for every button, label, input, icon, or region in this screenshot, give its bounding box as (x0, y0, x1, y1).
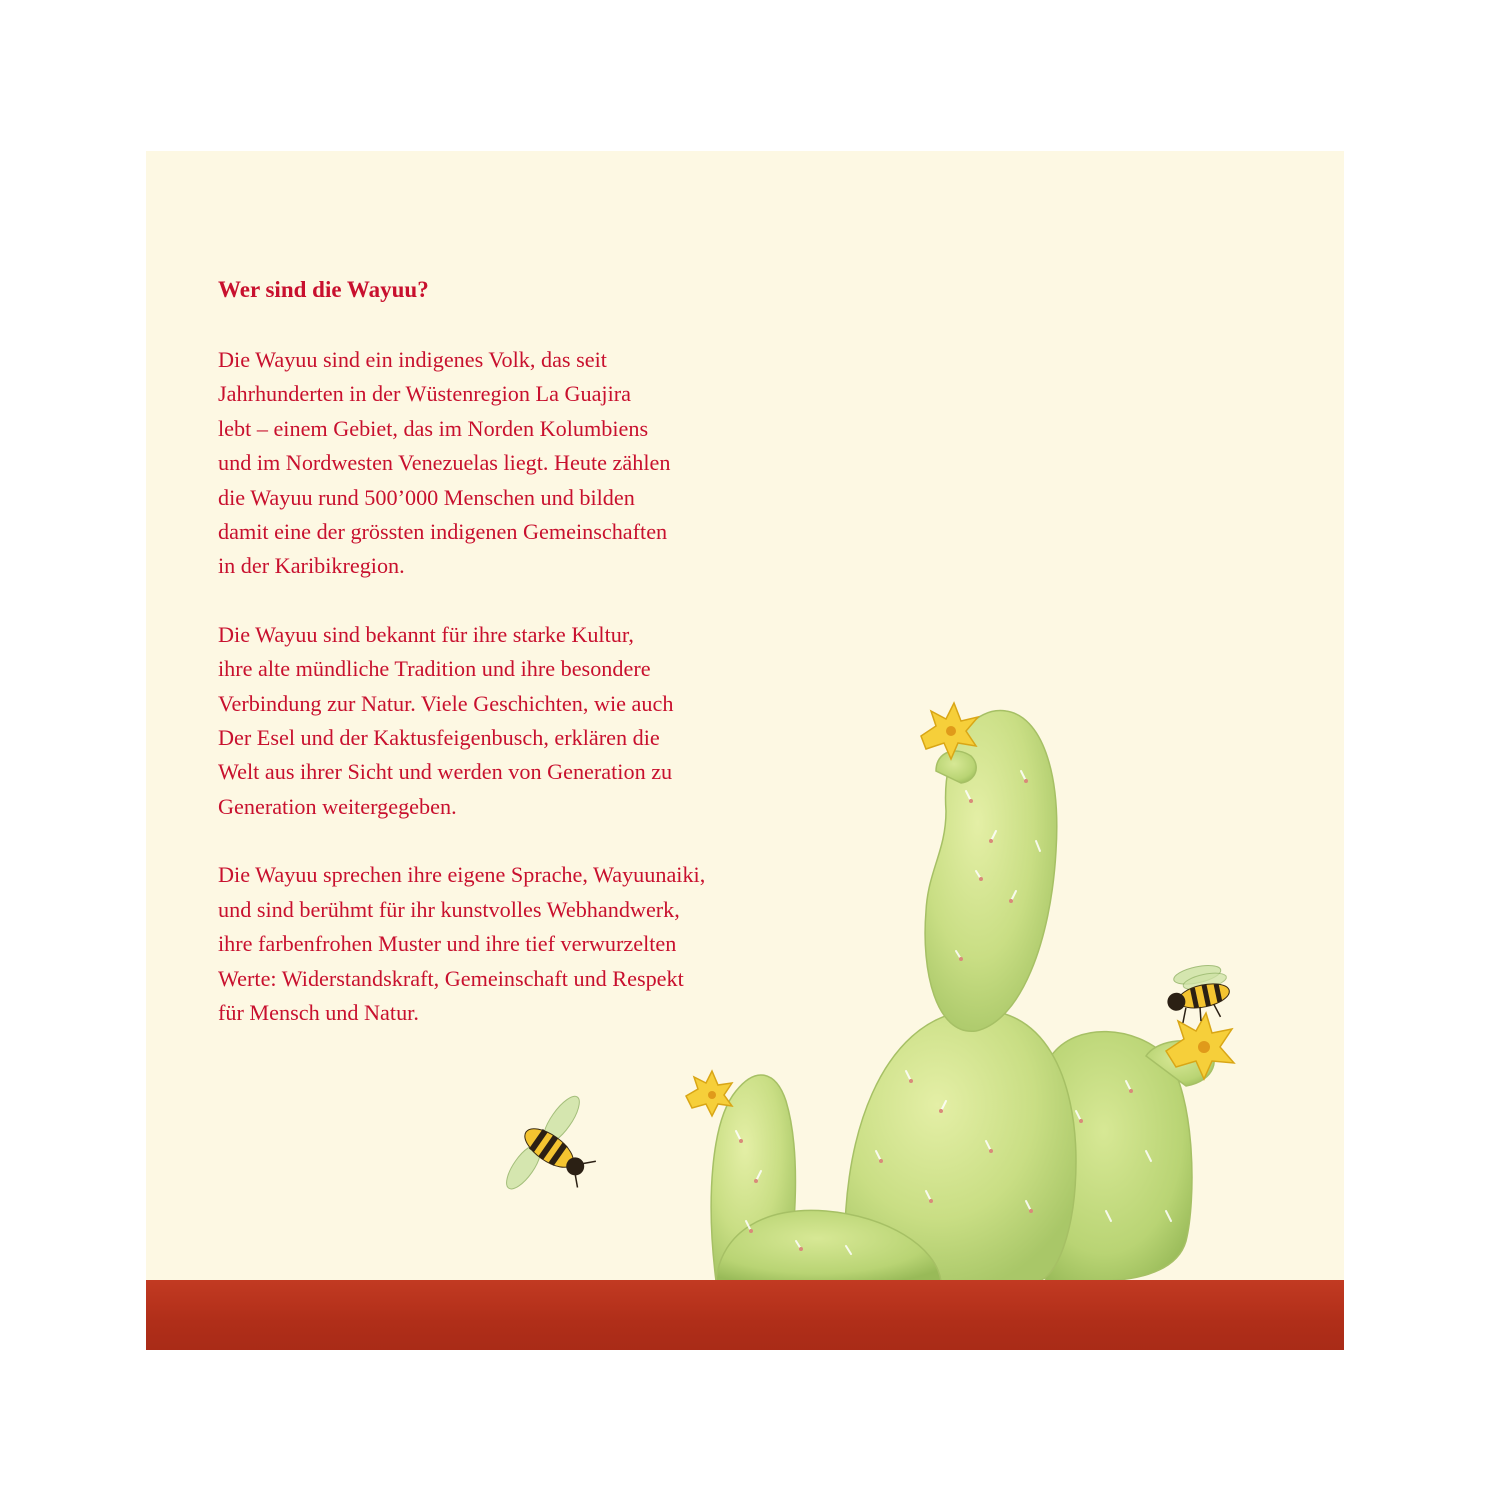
paragraph-line: und im Nordwesten Venezuelas liegt. Heute zählen (218, 450, 671, 476)
paragraph-line: Die Wayuu sind bekannt für ihre starke Kultur, (218, 621, 634, 647)
paragraph-line: und sind berühmt für ihr kunstvolles Webhandwerk, (218, 896, 680, 922)
paragraph-line: lebt – einem Gebiet, das im Norden Kolumbiens (218, 415, 649, 441)
bee-icon (1161, 961, 1234, 1027)
paragraph-line: Werte: Widerstandskraft, Gemeinschaft und Respekt (218, 965, 684, 991)
book-page (146, 151, 1344, 1350)
page-title: Wer sind die Wayuu? (218, 277, 429, 302)
paragraph-line: für Mensch und Natur. (218, 999, 419, 1025)
paragraph-line: Generation weitergegeben. (218, 793, 457, 819)
paragraph (218, 618, 878, 824)
paragraph-line: Welt aus ihrer Sicht und werden von Generation zu (218, 759, 673, 785)
paragraph-line: die Wayuu rund 500’000 Menschen und bilden (218, 484, 635, 510)
paragraph-line: damit eine der grössten indigenen Gemeinschaften (218, 519, 668, 545)
ground-strip (146, 1280, 1344, 1350)
paragraph-line: ihre alte mündliche Tradition und ihre besondere (218, 656, 651, 682)
paragraph (218, 858, 878, 1030)
paragraph-line: ihre farbenfrohen Muster und ihre tief verwurzelten (218, 931, 677, 957)
paragraph-line: Die Wayuu sprechen ihre eigene Sprache, Wayuunaiki, (218, 862, 706, 888)
paragraph-line: Jahrhunderten in der Wüstenregion La Guajira (218, 381, 631, 407)
paragraph-line: Verbindung zur Natur. Viele Geschichten, wie auch (218, 690, 674, 716)
paragraph-line: Der Esel und der Kaktusfeigenbusch, erklären die (218, 725, 660, 751)
paragraph (218, 343, 878, 584)
paragraph-line: in der Karibikregion. (218, 553, 405, 579)
bee-icon (494, 1084, 620, 1220)
paragraph-line: Die Wayuu sind ein indigenes Volk, das seit (218, 347, 607, 372)
text-block (218, 273, 878, 1064)
